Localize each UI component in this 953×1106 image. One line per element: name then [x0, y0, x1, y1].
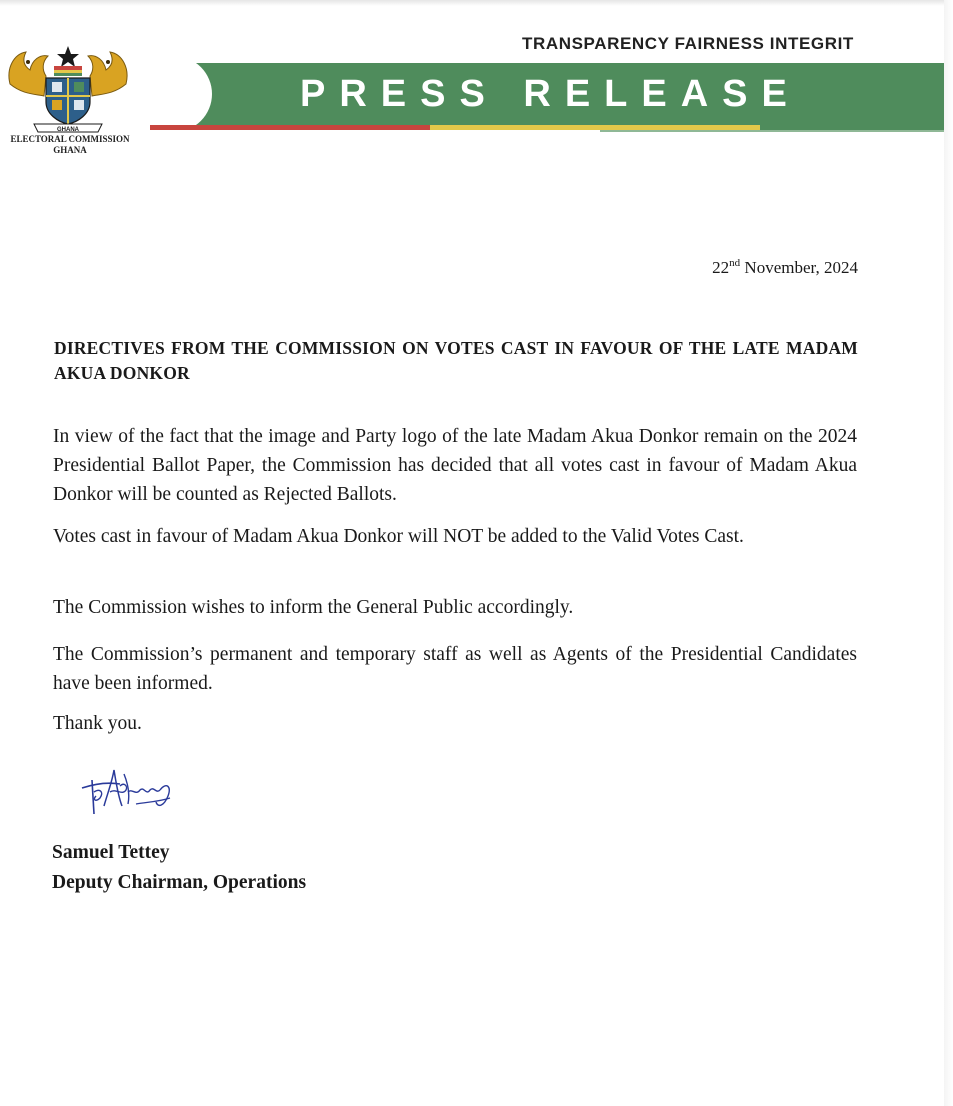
crest-caption [0, 134, 140, 156]
coat-of-arms-icon [4, 44, 132, 134]
closing-thanks: Thank you. [53, 713, 142, 734]
paragraph-2: Votes cast in favour of Madam Akua Donkor will NOT be added to the Valid Votes Cast. [53, 526, 744, 547]
handwritten-signature-icon [74, 762, 184, 824]
press-release-header [0, 0, 953, 170]
crest-caption-line1: ELECTORAL COMMISSION [10, 134, 130, 144]
release-date [600, 258, 858, 278]
paragraph-3: The Commission wishes to inform the General Public accordingly. [53, 597, 574, 618]
release-heading: DIRECTIVES FROM THE COMMISSION ON VOTES CAST IN FAVOUR OF THE LATE MADAM AKUA DONKOR [54, 338, 858, 383]
paragraph-1: In view of the fact that the image and Party logo of the late Madam Akua Donkor remain on the 2024 Presidential Ballot Paper, the Commission has decided that all votes cast in favour of Madam Akua Donkor will be counted as Rejected Ballots. [53, 426, 857, 505]
banner-title: PRESS RELEASE [300, 73, 801, 115]
paragraph-4: The Commission’s permanent and temporary staff as well as Agents of the Presidential Candidates have been informed. [53, 644, 857, 694]
date-suffix: nd [729, 257, 741, 269]
date-day: 22 [712, 258, 730, 277]
crest-caption-line2: GHANA [53, 145, 87, 155]
tagline: TRANSPARENCY FAIRNESS INTEGRIT [522, 34, 854, 53]
signatory-name: Samuel Tettey [52, 842, 170, 863]
date-rest: November, 2024 [740, 258, 858, 277]
crest-ribbon-text: GHANA [57, 127, 79, 133]
flag-stripe-red [150, 125, 430, 130]
banner-underline [600, 130, 944, 132]
page-edge-shade [944, 0, 953, 1106]
signatory-title: Deputy Chairman, Operations [52, 872, 307, 893]
